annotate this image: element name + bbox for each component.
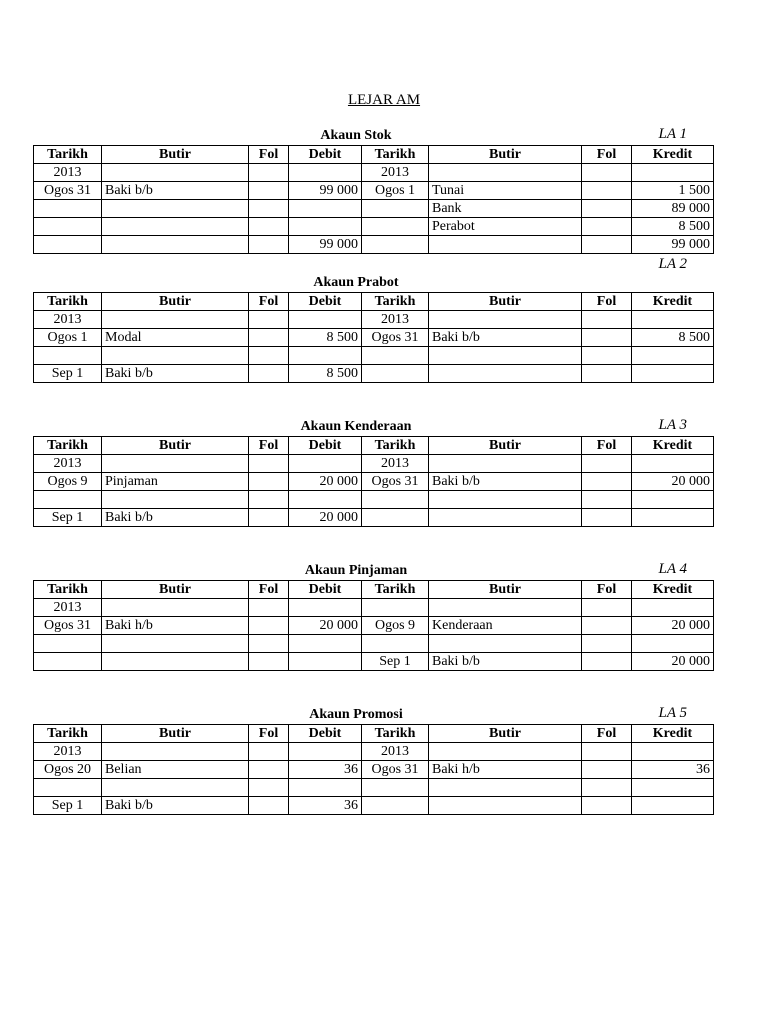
- cell-kredit: 20 000: [632, 617, 714, 635]
- cell-tarikh-debit: Sep 1: [34, 365, 102, 383]
- cell-tarikh-kredit: 2013: [362, 743, 429, 761]
- cell-fol-kredit: [582, 218, 632, 236]
- account-header: [33, 706, 713, 724]
- cell-tarikh-debit: [34, 200, 102, 218]
- cell-debit: [289, 455, 362, 473]
- cell-debit: 36: [289, 797, 362, 815]
- column-header-debit: Debit: [289, 437, 362, 455]
- account-kenderaan: [33, 418, 713, 527]
- column-header-kredit: Kredit: [632, 437, 714, 455]
- account-header: [33, 562, 713, 580]
- account-ref: LA 2: [658, 256, 687, 272]
- cell-fol-kredit: [582, 653, 632, 671]
- column-header-tarikh-kredit: Tarikh: [362, 581, 429, 599]
- column-header-debit: Debit: [289, 725, 362, 743]
- cell-fol-kredit: [582, 779, 632, 797]
- cell-kredit: [632, 779, 714, 797]
- cell-fol-kredit: [582, 311, 632, 329]
- cell-butir-kredit: [429, 365, 582, 383]
- cell-tarikh-kredit: Ogos 31: [362, 473, 429, 491]
- table-row: [34, 599, 714, 617]
- column-header-kredit: Kredit: [632, 725, 714, 743]
- cell-tarikh-kredit: [362, 218, 429, 236]
- cell-butir-kredit: [429, 509, 582, 527]
- account-pinjaman: [33, 562, 713, 671]
- cell-kredit: 8 500: [632, 329, 714, 347]
- account-prabot: [33, 257, 713, 383]
- column-header-tarikh-debit: Tarikh: [34, 725, 102, 743]
- account-name: Akaun Prabot: [313, 275, 399, 290]
- cell-fol-kredit: [582, 797, 632, 815]
- table-row: [34, 329, 714, 347]
- column-header-debit: Debit: [289, 293, 362, 311]
- cell-butir-kredit: [429, 455, 582, 473]
- cell-debit: 20 000: [289, 473, 362, 491]
- cell-kredit: 20 000: [632, 473, 714, 491]
- column-header-butir-debit: Butir: [102, 437, 249, 455]
- column-header-kredit: Kredit: [632, 581, 714, 599]
- cell-butir-kredit: Kenderaan: [429, 617, 582, 635]
- account-ref: LA 1: [658, 126, 687, 142]
- cell-fol-kredit: [582, 473, 632, 491]
- cell-butir-kredit: [429, 236, 582, 254]
- cell-fol-debit: [249, 236, 289, 254]
- cell-debit: 36: [289, 761, 362, 779]
- cell-tarikh-debit: Ogos 31: [34, 617, 102, 635]
- ledger-table: [33, 145, 714, 254]
- column-header-butir-kredit: Butir: [429, 146, 582, 164]
- table-row: [34, 779, 714, 797]
- table-row: [34, 365, 714, 383]
- table-row: [34, 509, 714, 527]
- account-stok: [33, 127, 713, 254]
- column-header-kredit: Kredit: [632, 293, 714, 311]
- column-header-butir-kredit: Butir: [429, 437, 582, 455]
- cell-fol-debit: [249, 491, 289, 509]
- cell-fol-kredit: [582, 347, 632, 365]
- cell-debit: [289, 779, 362, 797]
- cell-butir-kredit: [429, 743, 582, 761]
- cell-butir-debit: Baki b/b: [102, 509, 249, 527]
- cell-kredit: [632, 635, 714, 653]
- cell-kredit: [632, 491, 714, 509]
- cell-kredit: [632, 743, 714, 761]
- cell-butir-kredit: [429, 347, 582, 365]
- cell-tarikh-debit: Ogos 1: [34, 329, 102, 347]
- table-row: [34, 653, 714, 671]
- cell-fol-debit: [249, 164, 289, 182]
- cell-butir-kredit: Perabot: [429, 218, 582, 236]
- ledger-table: [33, 724, 714, 815]
- cell-fol-debit: [249, 599, 289, 617]
- cell-butir-kredit: [429, 491, 582, 509]
- table-row: [34, 218, 714, 236]
- cell-tarikh-debit: 2013: [34, 599, 102, 617]
- cell-fol-kredit: [582, 617, 632, 635]
- column-header-tarikh-kredit: Tarikh: [362, 146, 429, 164]
- cell-tarikh-kredit: Ogos 31: [362, 761, 429, 779]
- cell-butir-debit: [102, 200, 249, 218]
- column-header-butir-debit: Butir: [102, 725, 249, 743]
- cell-butir-kredit: [429, 311, 582, 329]
- cell-tarikh-kredit: [362, 599, 429, 617]
- account-header: [33, 274, 713, 292]
- account-header: [33, 418, 713, 436]
- cell-butir-debit: [102, 347, 249, 365]
- column-header-fol-debit: Fol: [249, 437, 289, 455]
- column-header-fol-debit: Fol: [249, 146, 289, 164]
- cell-butir-debit: [102, 164, 249, 182]
- cell-tarikh-debit: Ogos 20: [34, 761, 102, 779]
- cell-tarikh-debit: Ogos 9: [34, 473, 102, 491]
- cell-butir-debit: [102, 743, 249, 761]
- account-ref-row: [33, 257, 713, 274]
- table-row: [34, 797, 714, 815]
- table-row: [34, 347, 714, 365]
- column-header-butir-debit: Butir: [102, 293, 249, 311]
- cell-fol-debit: [249, 509, 289, 527]
- cell-kredit: [632, 164, 714, 182]
- cell-debit: 8 500: [289, 365, 362, 383]
- account-name: Akaun Promosi: [309, 707, 403, 722]
- cell-fol-debit: [249, 797, 289, 815]
- table-row: [34, 743, 714, 761]
- cell-kredit: [632, 509, 714, 527]
- table-row: [34, 164, 714, 182]
- ledger-title: LEJAR AM: [347, 92, 421, 108]
- cell-tarikh-kredit: Ogos 31: [362, 329, 429, 347]
- cell-butir-debit: Baki b/b: [102, 182, 249, 200]
- cell-fol-debit: [249, 182, 289, 200]
- cell-fol-debit: [249, 743, 289, 761]
- column-header-fol-kredit: Fol: [582, 293, 632, 311]
- table-row: [34, 311, 714, 329]
- cell-tarikh-debit: [34, 236, 102, 254]
- cell-butir-debit: [102, 218, 249, 236]
- cell-tarikh-kredit: [362, 779, 429, 797]
- header-row: [34, 581, 714, 599]
- cell-fol-kredit: [582, 509, 632, 527]
- column-header-tarikh-kredit: Tarikh: [362, 725, 429, 743]
- column-header-butir-debit: Butir: [102, 581, 249, 599]
- cell-fol-kredit: [582, 599, 632, 617]
- cell-fol-kredit: [582, 491, 632, 509]
- table-row: [34, 617, 714, 635]
- cell-debit: 99 000: [289, 236, 362, 254]
- cell-tarikh-debit: [34, 779, 102, 797]
- column-header-fol-debit: Fol: [249, 581, 289, 599]
- cell-debit: 20 000: [289, 509, 362, 527]
- header-row: [34, 293, 714, 311]
- account-header: [33, 127, 713, 145]
- cell-kredit: [632, 311, 714, 329]
- cell-fol-debit: [249, 311, 289, 329]
- cell-debit: 99 000: [289, 182, 362, 200]
- cell-butir-kredit: Baki h/b: [429, 761, 582, 779]
- cell-tarikh-debit: Sep 1: [34, 509, 102, 527]
- cell-tarikh-kredit: Sep 1: [362, 653, 429, 671]
- cell-fol-kredit: [582, 182, 632, 200]
- cell-fol-debit: [249, 617, 289, 635]
- cell-butir-debit: [102, 455, 249, 473]
- cell-kredit: [632, 365, 714, 383]
- cell-tarikh-kredit: [362, 236, 429, 254]
- column-header-butir-kredit: Butir: [429, 725, 582, 743]
- cell-debit: [289, 653, 362, 671]
- cell-butir-kredit: Bank: [429, 200, 582, 218]
- cell-fol-debit: [249, 653, 289, 671]
- cell-butir-debit: [102, 779, 249, 797]
- cell-debit: [289, 164, 362, 182]
- cell-debit: [289, 311, 362, 329]
- cell-fol-debit: [249, 329, 289, 347]
- cell-tarikh-kredit: Ogos 1: [362, 182, 429, 200]
- cell-tarikh-kredit: [362, 635, 429, 653]
- cell-debit: 8 500: [289, 329, 362, 347]
- cell-tarikh-kredit: 2013: [362, 311, 429, 329]
- column-header-tarikh-debit: Tarikh: [34, 146, 102, 164]
- cell-tarikh-debit: 2013: [34, 311, 102, 329]
- cell-tarikh-debit: [34, 218, 102, 236]
- account-ref: LA 5: [658, 705, 687, 721]
- column-header-tarikh-kredit: Tarikh: [362, 437, 429, 455]
- cell-tarikh-kredit: [362, 347, 429, 365]
- column-header-fol-kredit: Fol: [582, 725, 632, 743]
- cell-butir-debit: Pinjaman: [102, 473, 249, 491]
- cell-debit: [289, 218, 362, 236]
- cell-fol-kredit: [582, 455, 632, 473]
- table-row: [34, 635, 714, 653]
- cell-tarikh-debit: [34, 347, 102, 365]
- cell-tarikh-kredit: [362, 491, 429, 509]
- column-header-tarikh-debit: Tarikh: [34, 437, 102, 455]
- table-row: [34, 236, 714, 254]
- column-header-fol-kredit: Fol: [582, 581, 632, 599]
- cell-butir-kredit: Tunai: [429, 182, 582, 200]
- account-name: Akaun Pinjaman: [304, 563, 408, 578]
- cell-butir-debit: [102, 635, 249, 653]
- cell-butir-debit: [102, 653, 249, 671]
- account-promosi: [33, 706, 713, 815]
- cell-butir-kredit: [429, 779, 582, 797]
- cell-fol-debit: [249, 761, 289, 779]
- cell-butir-kredit: Baki b/b: [429, 473, 582, 491]
- cell-butir-debit: Baki b/b: [102, 365, 249, 383]
- header-row: [34, 146, 714, 164]
- cell-fol-debit: [249, 779, 289, 797]
- cell-butir-debit: [102, 491, 249, 509]
- cell-kredit: 8 500: [632, 218, 714, 236]
- cell-butir-kredit: Baki b/b: [429, 653, 582, 671]
- cell-fol-kredit: [582, 743, 632, 761]
- cell-fol-kredit: [582, 200, 632, 218]
- cell-fol-debit: [249, 200, 289, 218]
- cell-fol-debit: [249, 473, 289, 491]
- cell-debit: [289, 347, 362, 365]
- cell-tarikh-kredit: [362, 509, 429, 527]
- cell-kredit: [632, 347, 714, 365]
- table-row: [34, 473, 714, 491]
- cell-fol-kredit: [582, 761, 632, 779]
- cell-debit: [289, 200, 362, 218]
- cell-debit: [289, 599, 362, 617]
- account-ref: LA 4: [658, 561, 687, 577]
- cell-butir-debit: Modal: [102, 329, 249, 347]
- cell-butir-kredit: [429, 599, 582, 617]
- cell-tarikh-debit: [34, 635, 102, 653]
- cell-tarikh-kredit: [362, 365, 429, 383]
- cell-fol-kredit: [582, 236, 632, 254]
- cell-tarikh-debit: [34, 653, 102, 671]
- cell-kredit: 20 000: [632, 653, 714, 671]
- cell-debit: [289, 743, 362, 761]
- cell-butir-kredit: [429, 164, 582, 182]
- cell-tarikh-debit: 2013: [34, 164, 102, 182]
- cell-tarikh-debit: Ogos 31: [34, 182, 102, 200]
- column-header-fol-debit: Fol: [249, 725, 289, 743]
- account-ref: LA 3: [658, 417, 687, 433]
- cell-kredit: [632, 599, 714, 617]
- cell-fol-debit: [249, 218, 289, 236]
- cell-butir-debit: [102, 311, 249, 329]
- cell-fol-kredit: [582, 329, 632, 347]
- cell-kredit: 1 500: [632, 182, 714, 200]
- cell-tarikh-kredit: 2013: [362, 455, 429, 473]
- cell-kredit: [632, 797, 714, 815]
- column-header-kredit: Kredit: [632, 146, 714, 164]
- column-header-debit: Debit: [289, 146, 362, 164]
- cell-tarikh-kredit: [362, 200, 429, 218]
- ledger-table: [33, 436, 714, 527]
- table-row: [34, 761, 714, 779]
- account-name: Akaun Kenderaan: [300, 419, 412, 434]
- header-row: [34, 725, 714, 743]
- cell-butir-kredit: Baki b/b: [429, 329, 582, 347]
- cell-fol-debit: [249, 455, 289, 473]
- cell-butir-kredit: [429, 797, 582, 815]
- cell-fol-kredit: [582, 365, 632, 383]
- cell-butir-debit: Belian: [102, 761, 249, 779]
- header-row: [34, 437, 714, 455]
- cell-fol-kredit: [582, 635, 632, 653]
- cell-butir-debit: Baki b/b: [102, 797, 249, 815]
- cell-kredit: 36: [632, 761, 714, 779]
- table-row: [34, 182, 714, 200]
- cell-debit: 20 000: [289, 617, 362, 635]
- cell-butir-kredit: [429, 635, 582, 653]
- cell-fol-kredit: [582, 164, 632, 182]
- cell-butir-debit: Baki h/b: [102, 617, 249, 635]
- cell-fol-debit: [249, 347, 289, 365]
- cell-tarikh-debit: 2013: [34, 455, 102, 473]
- column-header-tarikh-kredit: Tarikh: [362, 293, 429, 311]
- cell-tarikh-debit: Sep 1: [34, 797, 102, 815]
- cell-debit: [289, 635, 362, 653]
- column-header-fol-kredit: Fol: [582, 146, 632, 164]
- column-header-butir-kredit: Butir: [429, 293, 582, 311]
- cell-tarikh-kredit: 2013: [362, 164, 429, 182]
- cell-tarikh-debit: 2013: [34, 743, 102, 761]
- column-header-fol-debit: Fol: [249, 293, 289, 311]
- table-row: [34, 200, 714, 218]
- column-header-fol-kredit: Fol: [582, 437, 632, 455]
- cell-kredit: 89 000: [632, 200, 714, 218]
- cell-butir-debit: [102, 599, 249, 617]
- column-header-tarikh-debit: Tarikh: [34, 293, 102, 311]
- cell-kredit: 99 000: [632, 236, 714, 254]
- cell-fol-debit: [249, 365, 289, 383]
- column-header-butir-debit: Butir: [102, 146, 249, 164]
- cell-tarikh-debit: [34, 491, 102, 509]
- cell-debit: [289, 491, 362, 509]
- column-header-tarikh-debit: Tarikh: [34, 581, 102, 599]
- cell-butir-debit: [102, 236, 249, 254]
- cell-tarikh-kredit: [362, 797, 429, 815]
- table-row: [34, 455, 714, 473]
- cell-fol-debit: [249, 635, 289, 653]
- cell-tarikh-kredit: Ogos 9: [362, 617, 429, 635]
- column-header-butir-kredit: Butir: [429, 581, 582, 599]
- ledger-table: [33, 292, 714, 383]
- ledger-table: [33, 580, 714, 671]
- cell-kredit: [632, 455, 714, 473]
- column-header-debit: Debit: [289, 581, 362, 599]
- table-row: [34, 491, 714, 509]
- account-name: Akaun Stok: [320, 128, 392, 143]
